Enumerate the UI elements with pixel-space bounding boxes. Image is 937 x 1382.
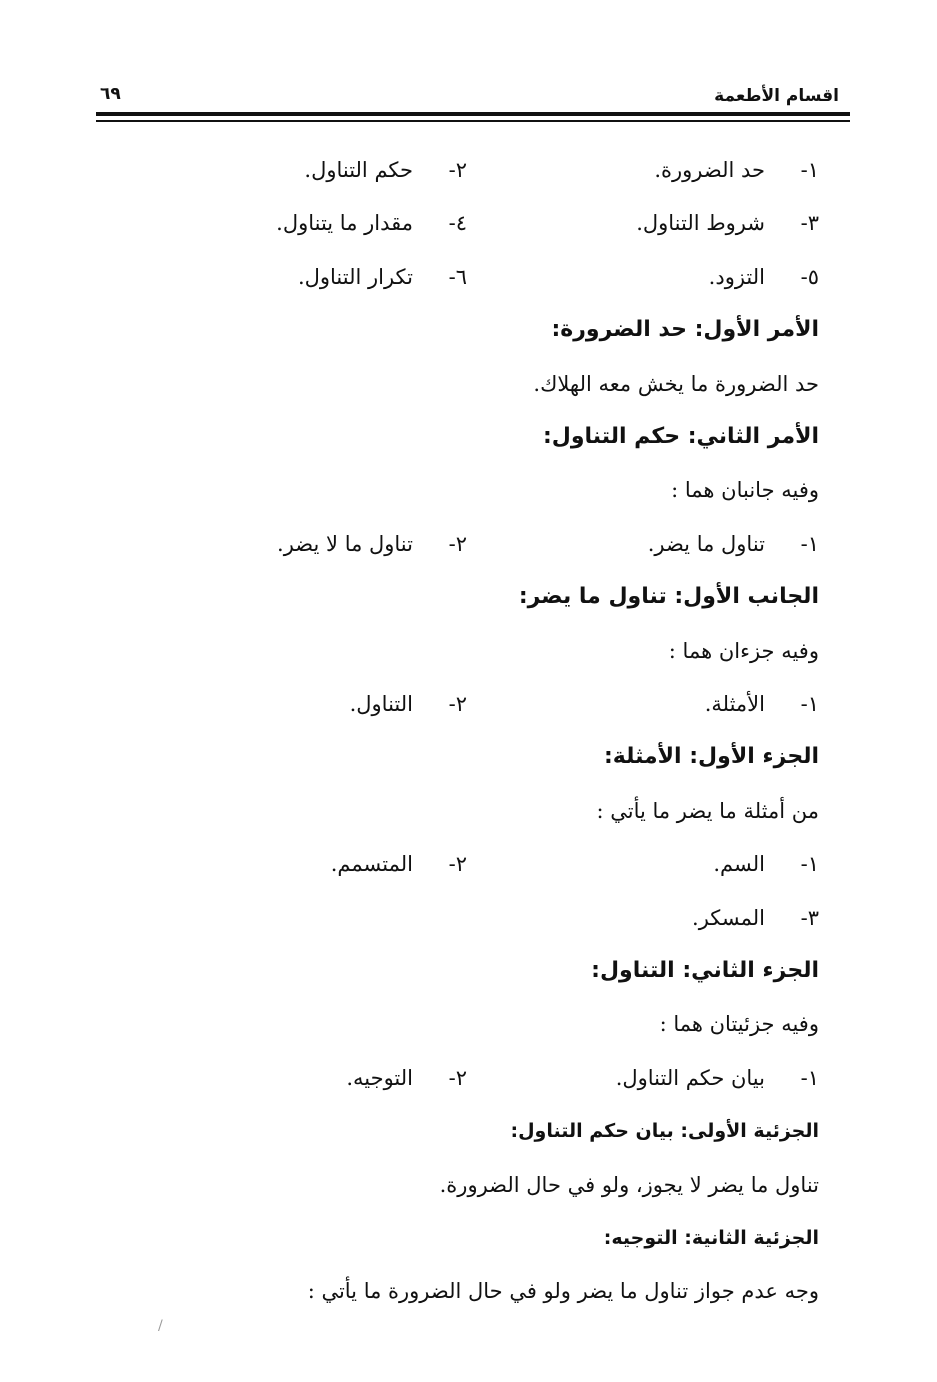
list-item-text: السم. [713,852,765,876]
line-text: من أمثلة ما يضر ما يأتي : [596,799,819,823]
paragraph [100,1271,819,1311]
list-item-text: المسكر. [692,906,765,930]
line-text: تناول ما يضر لا يجوز، ولو في حال الضرورة. [439,1173,819,1197]
numbered-list-row [100,1058,819,1098]
list-item-text: تكرار التناول. [297,265,413,289]
list-item-text: تناول ما لا يضر. [277,532,413,556]
list-item [705,684,819,724]
list-item-number: ٥- [800,265,819,289]
section-heading [100,417,819,457]
subsection-heading [100,1218,819,1258]
list-item [709,257,819,297]
section-heading [100,577,819,617]
header-rule-thin [96,120,850,122]
list-item [346,1058,467,1098]
list-item-text: المتسمم. [330,852,413,876]
list-item-number: ١- [800,532,819,556]
list-item-text: شروط التناول. [636,211,765,235]
list-item-text: حكم التناول. [304,158,413,182]
paragraph [100,1165,819,1205]
list-item-number: ٦- [448,265,467,289]
subsection-heading [100,1111,819,1151]
list-item-number: ١- [800,158,819,182]
list-item-text: بيان حكم التناول. [615,1066,765,1090]
list-item-text: التناول. [349,692,413,716]
numbered-list-row [100,524,819,564]
numbered-list-row [100,684,819,724]
numbered-list-row [100,898,819,938]
list-item-number: ٢- [448,1066,467,1090]
list-item-number: ٢- [448,158,467,182]
header-rule-thick [96,112,850,116]
numbered-list-row [100,150,819,190]
line-text: الأمر الأول: حد الضرورة: [551,317,819,342]
list-item [616,1058,819,1098]
list-item-text: مقدار ما يتناول. [276,211,413,235]
list-item [713,844,819,884]
paragraph [100,631,819,671]
paragraph [100,470,819,510]
list-item [304,150,467,190]
line-text: وفيه جانبان هما : [671,478,819,502]
numbered-list-row [100,844,819,884]
line-text: الجزء الثاني: التناول: [591,958,819,983]
list-item-text: حد الضرورة. [654,158,765,182]
list-item-number: ٤- [448,211,467,235]
line-text: وفيه جزءان هما : [668,639,819,663]
line-text: الأمر الثاني: حكم التناول: [542,424,819,449]
list-item-number: ١- [800,692,819,716]
line-text: وجه عدم جواز تناول ما يضر ولو في حال الضرورة ما يأتي : [307,1279,819,1303]
list-item [648,524,819,564]
list-item [276,203,467,243]
paragraph [100,791,819,831]
section-heading [100,951,819,991]
list-item-number: ١- [800,1066,819,1090]
list-item-number: ٣- [800,906,819,930]
list-item-text: التزود. [708,265,765,289]
line-text: الجزئية الثانية: التوجيه: [603,1227,819,1249]
line-text: حد الضرورة ما يخش معه الهلاك. [533,372,819,396]
section-heading [100,310,819,350]
list-item-text: التوجيه. [346,1066,413,1090]
list-item [350,684,467,724]
list-item [298,257,467,297]
line-text: وفيه جزئيتان هما : [659,1012,819,1036]
list-item-number: ٢- [448,532,467,556]
page-number: ٦٩ [100,84,121,104]
list-item-number: ٢- [448,852,467,876]
list-item [654,150,819,190]
list-item [277,524,467,564]
list-item-number: ٢- [448,692,467,716]
list-item [331,844,467,884]
list-item [636,203,819,243]
line-text: الجزئية الأولى: بيان حكم التناول: [510,1120,819,1142]
paragraph [100,1004,819,1044]
scan-mark: / [158,1318,163,1334]
list-item-text: الأمثلة. [704,692,765,716]
section-heading [100,737,819,777]
list-item-text: تناول ما يضر. [647,532,765,556]
line-text: الجزء الأول: الأمثلة: [603,744,819,769]
numbered-list-row [100,203,819,243]
list-item [692,898,819,938]
list-item-number: ٣- [800,211,819,235]
list-item-number: ١- [800,852,819,876]
numbered-list-row [100,257,819,297]
running-header-title: اقسام الأطعمة [714,86,839,106]
paragraph [100,364,819,404]
line-text: الجانب الأول: تناول ما يضر: [518,584,819,609]
